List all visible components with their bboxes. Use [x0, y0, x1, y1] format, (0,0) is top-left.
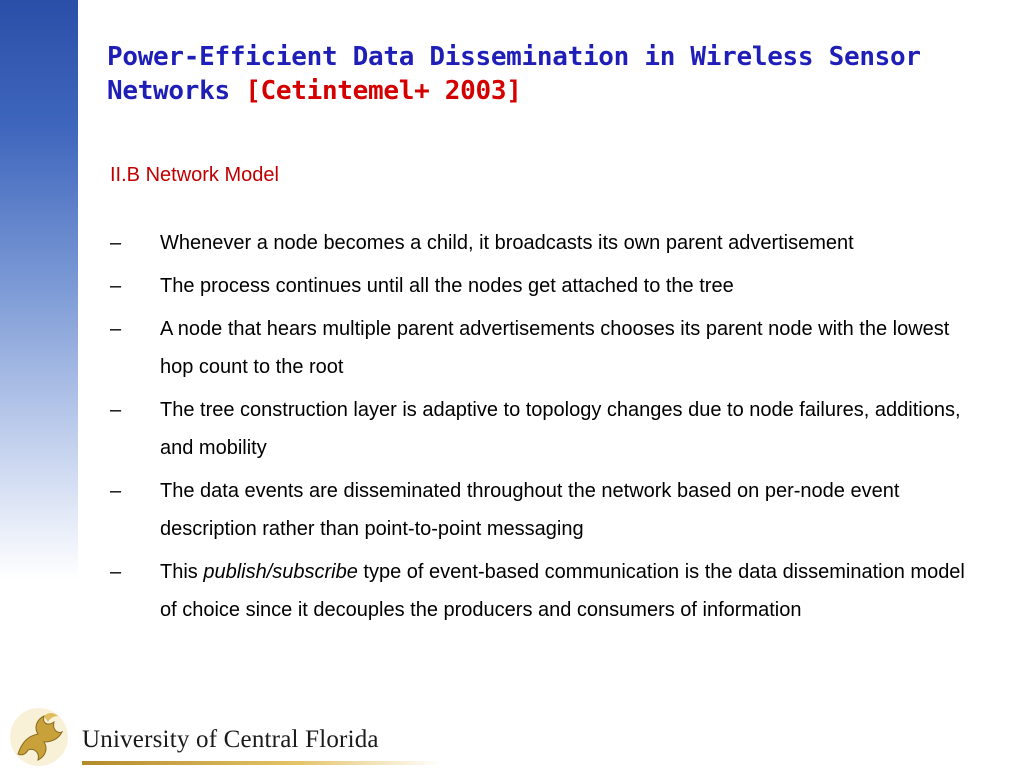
bullet-text: The data events are disseminated throughout the network based on per-node event description rather than point-to-point messaging — [160, 480, 900, 540]
side-gradient-bar — [0, 0, 78, 580]
bullet-dash: – — [110, 480, 122, 502]
bullet-dash: – — [110, 561, 122, 583]
bullet-dash: – — [110, 275, 122, 297]
bullet-text-prefix: This — [160, 561, 204, 583]
slide-title — [107, 40, 987, 108]
bullet-item — [110, 553, 970, 629]
bullet-text — [160, 561, 965, 621]
bullet-text-suffix: type of event-based communication is the data dissemination model of choice since it decouples the producers and consumers of information — [160, 561, 965, 621]
bullet-dash: – — [110, 232, 122, 254]
bullet-item — [110, 472, 970, 548]
bullet-item — [110, 267, 970, 305]
bullet-item — [110, 310, 970, 386]
bullet-text-emphasis: publish/subscribe — [203, 561, 358, 583]
title-citation: [Cetintemel+ 2003] — [245, 76, 522, 106]
bullet-dash: – — [110, 318, 122, 340]
university-name: University of Central Florida — [82, 726, 379, 753]
bullet-text: Whenever a node becomes a child, it broadcasts its own parent advertisement — [160, 232, 854, 254]
bullet-text: The tree construction layer is adaptive to topology changes due to node failures, additions, and mobility — [160, 399, 961, 459]
footer — [0, 700, 1024, 768]
pegasus-logo-icon — [8, 706, 70, 768]
title-main: Power-Efficient Data Dissemination in Wireless Sensor Networks — [107, 42, 921, 106]
section-heading: II.B Network Model — [110, 164, 279, 186]
bullet-dash: – — [110, 399, 122, 421]
footer-rule — [82, 761, 442, 765]
bullet-list — [110, 224, 970, 634]
bullet-text: The process continues until all the nodes get attached to the tree — [160, 275, 734, 297]
bullet-item — [110, 391, 970, 467]
bullet-item — [110, 224, 970, 262]
bullet-text: A node that hears multiple parent advertisements chooses its parent node with the lowest hop count to the root — [160, 318, 950, 378]
